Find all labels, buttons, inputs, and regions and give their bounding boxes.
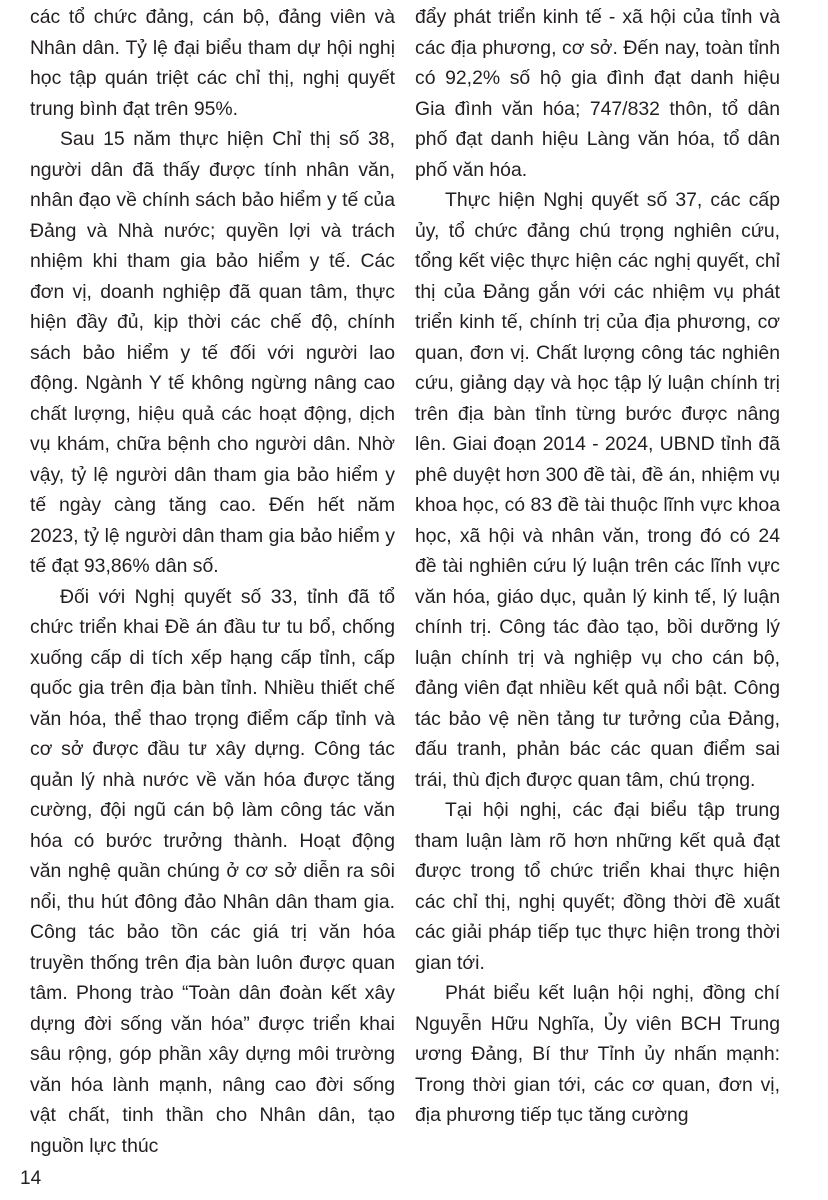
paragraph: Đối với Nghị quyết số 33, tỉnh đã tổ chức triển khai Đề án đầu tư tu bổ, chống xuống cấp di tích xếp hạng cấp tỉnh, cấp quốc gia trên địa bàn tỉnh. Nhiều thiết chế văn hóa, thể thao trọng điểm cấp tỉnh và cơ sở được đầu tư xây dựng. Công tác quản lý nhà nước về văn hóa được tăng cường, đội ngũ cán bộ làm công tác văn hóa có bước trưởng thành. Hoạt động văn nghệ quần chúng ở cơ sở diễn ra sôi nổi, thu hút đông đảo Nhân dân tham gia. Công tác bảo tồn các giá trị văn hóa truyền thống trên địa bàn luôn được quan tâm. Phong trào “Toàn dân đoàn kết xây dựng đời sống văn hóa” được triển khai sâu rộng, góp phần xây dựng môi trường văn hóa lành mạnh, nâng cao đời sống vật chất, tinh thần cho Nhân dân, tạo nguồn lực thúc: [30, 585, 395, 1157]
paragraph: đẩy phát triển kinh tế - xã hội của tỉnh và các địa phương, cơ sở. Đến nay, toàn tỉnh có 92,2% số hộ gia đình đạt danh hiệu Gia đình văn hóa; 747/832 thôn, tổ dân phố đạt danh hiệu Làng văn hóa, tổ dân phố văn hóa.: [415, 6, 780, 181]
paragraph: Phát biểu kết luận hội nghị, đồng chí Nguyễn Hữu Nghĩa, Ủy viên BCH Trung ương Đảng, Bí thư Tỉnh ủy nhấn mạnh: Trong thời gian tới, các cơ quan, đơn vị, địa phương tiếp tục tăng cường: [415, 982, 780, 1126]
page-number: 14: [20, 1168, 42, 1189]
paragraph: Thực hiện Nghị quyết số 37, các cấp ủy, tổ chức đảng chú trọng nghiên cứu, tổng kết việc thực hiện các nghị quyết, chỉ thị của Đảng gắn với các nhiệm vụ phát triển kinh tế, chính trị của địa phương, cơ quan, đơn vị. Chất lượng công tác nghiên cứu, giảng dạy và học tập lý luận chính trị trên địa bàn tỉnh từng bước được nâng lên. Giai đoạn 2014 - 2024, UBND tỉnh đã phê duyệt hơn 300 đề tài, đề án, nhiệm vụ khoa học, có 83 đề tài thuộc lĩnh vực khoa học, xã hội và nhân văn, trong đó có 24 đề tài nghiên cứu lý luận trên các lĩnh vực văn hóa, giáo dục, quản lý kinh tế, lý luận chính trị. Công tác đào tạo, bồi dưỡng lý luận chính trị và nghiệp vụ cho cán bộ, đảng viên đạt nhiều kết quả nổi bật. Công tác bảo vệ nền tảng tư tưởng của Đảng, đấu tranh, phản bác các quan điểm sai trái, thù địch được quan tâm, chú trọng.: [415, 189, 780, 791]
paragraph: Sau 15 năm thực hiện Chỉ thị số 38, người dân đã thấy được tính nhân văn, nhân đạo về chính sách bảo hiểm y tế của Đảng và Nhà nước; quyền lợi và trách nhiệm khi tham gia bảo hiểm y tế. Các đơn vị, doanh nghiệp đã quan tâm, thực hiện đầy đủ, kịp thời các chế độ, chính sách bảo hiểm y tế đối với người lao động. Ngành Y tế không ngừng nâng cao chất lượng, hiệu quả các hoạt động, dịch vụ khám, chữa bệnh cho người dân. Nhờ vậy, tỷ lệ người dân tham gia bảo hiểm y tế ngày càng tăng cao. Đến hết năm 2023, tỷ lệ người dân tham gia bảo hiểm y tế đạt 93,86% dân số.: [30, 128, 395, 577]
paragraph: Tại hội nghị, các đại biểu tập trung tham luận làm rõ hơn những kết quả đạt được trong tổ chức triển khai thực hiện các chỉ thị, nghị quyết; đồng thời đề xuất các giải pháp tiếp tục thực hiện trong thời gian tới.: [415, 799, 780, 974]
right-column: [415, 2, 780, 1131]
left-column: [30, 2, 395, 1161]
paragraph: các tổ chức đảng, cán bộ, đảng viên và Nhân dân. Tỷ lệ đại biểu tham dự hội nghị học tập quán triệt các chỉ thị, nghị quyết trung bình đạt trên 95%.: [30, 6, 395, 120]
